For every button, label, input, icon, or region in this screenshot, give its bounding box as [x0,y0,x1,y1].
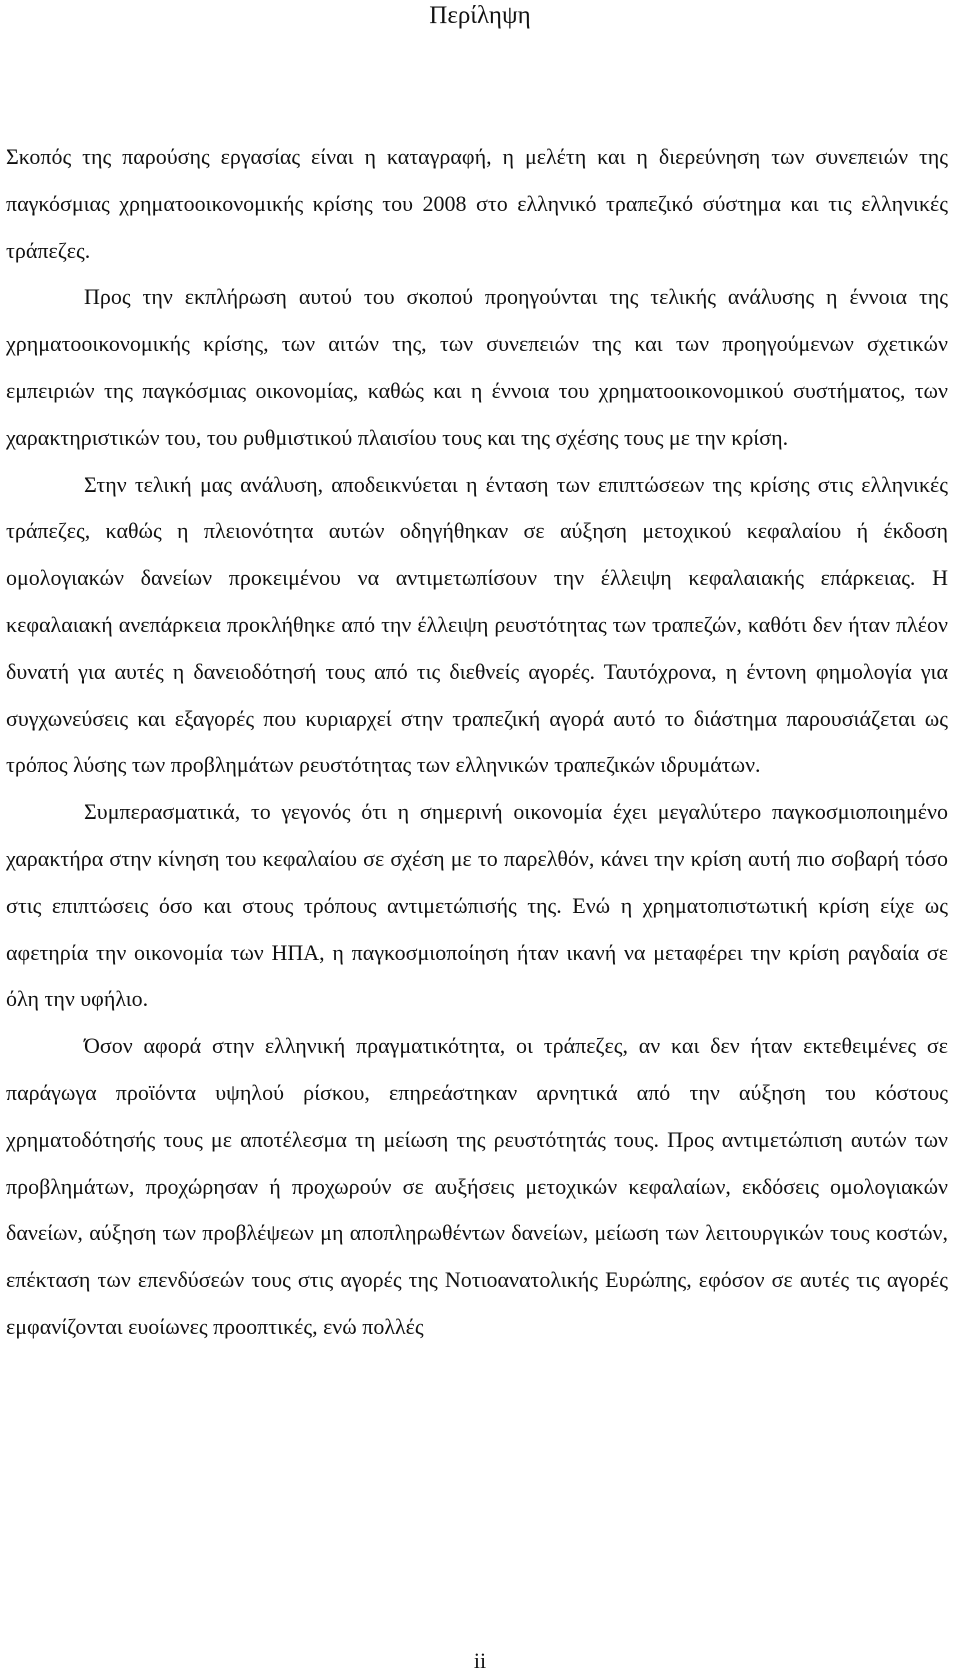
paragraph-purpose: Σκοπός της παρούσης εργασίας είναι η καταγραφή, η μελέτη και η διερεύνηση των συνεπειών της παγκόσμιας χρηματοοικονομικής κρίσης του 2008 στο ελληνικό τραπεζικό σύστημα και τις ελληνικές τράπεζες. [6,144,948,263]
paragraph-background: Προς την εκπλήρωση αυτού του σκοπού προηγούνται της τελικής ανάλυσης η έννοια της χρηματοοικονομικής κρίσης, των αιτών της, των συνεπειών της και των προηγούμενων σχετικών εμπειριών της παγκόσμιας οικονομίας, καθώς και η έννοια του χρηματοοικονομικού συστήματος, των χαρακτηριστικών του, του ρυθμιστικού πλαισίου τους και της σχέσης τους με την κρίση. [6,284,948,450]
paragraph-greek-reality: Όσον αφορά στην ελληνική πραγματικότητα, οι τράπεζες, αν και δεν ήταν εκτεθειμένες σε παράγωγα προϊόντα υψηλού ρίσκου, επηρεάστηκαν αρνητικά από την αύξηση του κόστους χρηματοδότησής τους με αποτέλεσμα τη μείωση της ρευστότητάς τους. Προς αντιμετώπιση αυτών των προβλημάτων, προχώρησαν ή προχωρούν σε αυξήσεις μετοχικών κεφαλαίων, εκδόσεις ομολογιακών δανείων, αύξηση των προβλέψεων μη αποπληρωθέντων δανείων, μείωση των λειτουργικών τους κοστών, επέκταση των επενδύσεών τους στις αγορές της Νοτιοανατολικής Ευρώπης, εφόσον σε αυτές τις αγορές εμφανίζονται ευοίωνες προοπτικές, ενώ πολλές [6,1033,948,1339]
paragraph-conclusion: Συμπερασματικά, το γεγονός ότι η σημερινή οικονομία έχει μεγαλύτερο παγκοσμιοποιημένο χαρακτήρα στην κίνηση του κεφαλαίου σε σχέση με το παρελθόν, κάνει την κρίση αυτή πιο σοβαρή τόσο στις επιπτώσεις όσο και στους τρόπους αντιμετώπισής της. Ενώ η χρηματοπιστωτική κρίση είχε ως αφετηρία την οικονομία των ΗΠΑ, η παγκοσμιοποίηση ήταν ικανή να μεταφέρει την κρίση ραγδαία σε όλη την υφήλιο. [6,799,948,1012]
page-title: Περίληψη [429,2,531,29]
abstract-body [6,134,948,1351]
page-number: ii [473,1648,487,1673]
paragraph-analysis: Στην τελική μας ανάλυση, αποδεικνύεται η ένταση των επιπτώσεων της κρίσης στις ελληνικές τράπεζες, καθώς η πλειονότητα αυτών οδηγήθηκαν σε αύξηση μετοχικού κεφαλαίου ή έκδοση ομολογιακών δανείων προκειμένου να αντιμετωπίσουν την έλλειψη κεφαλαιακής επάρκειας. Η κεφαλαιακή ανεπάρκεια προκλήθηκε από την έλλειψη ρευστότητας των τραπεζών, καθότι δεν ήταν πλέον δυνατή για αυτές η δανειοδότησή τους από τις διεθνείς αγορές. Ταυτόχρονα, η έντονη φημολογία για συγχωνεύσεις και εξαγορές που κυριαρχεί στην τραπεζική αγορά αυτό το διάστημα παρουσιάζεται ως τρόπος λύσης των προβλημάτων ρευστότητας των ελληνικών τραπεζικών ιδρυμάτων. [6,471,948,778]
